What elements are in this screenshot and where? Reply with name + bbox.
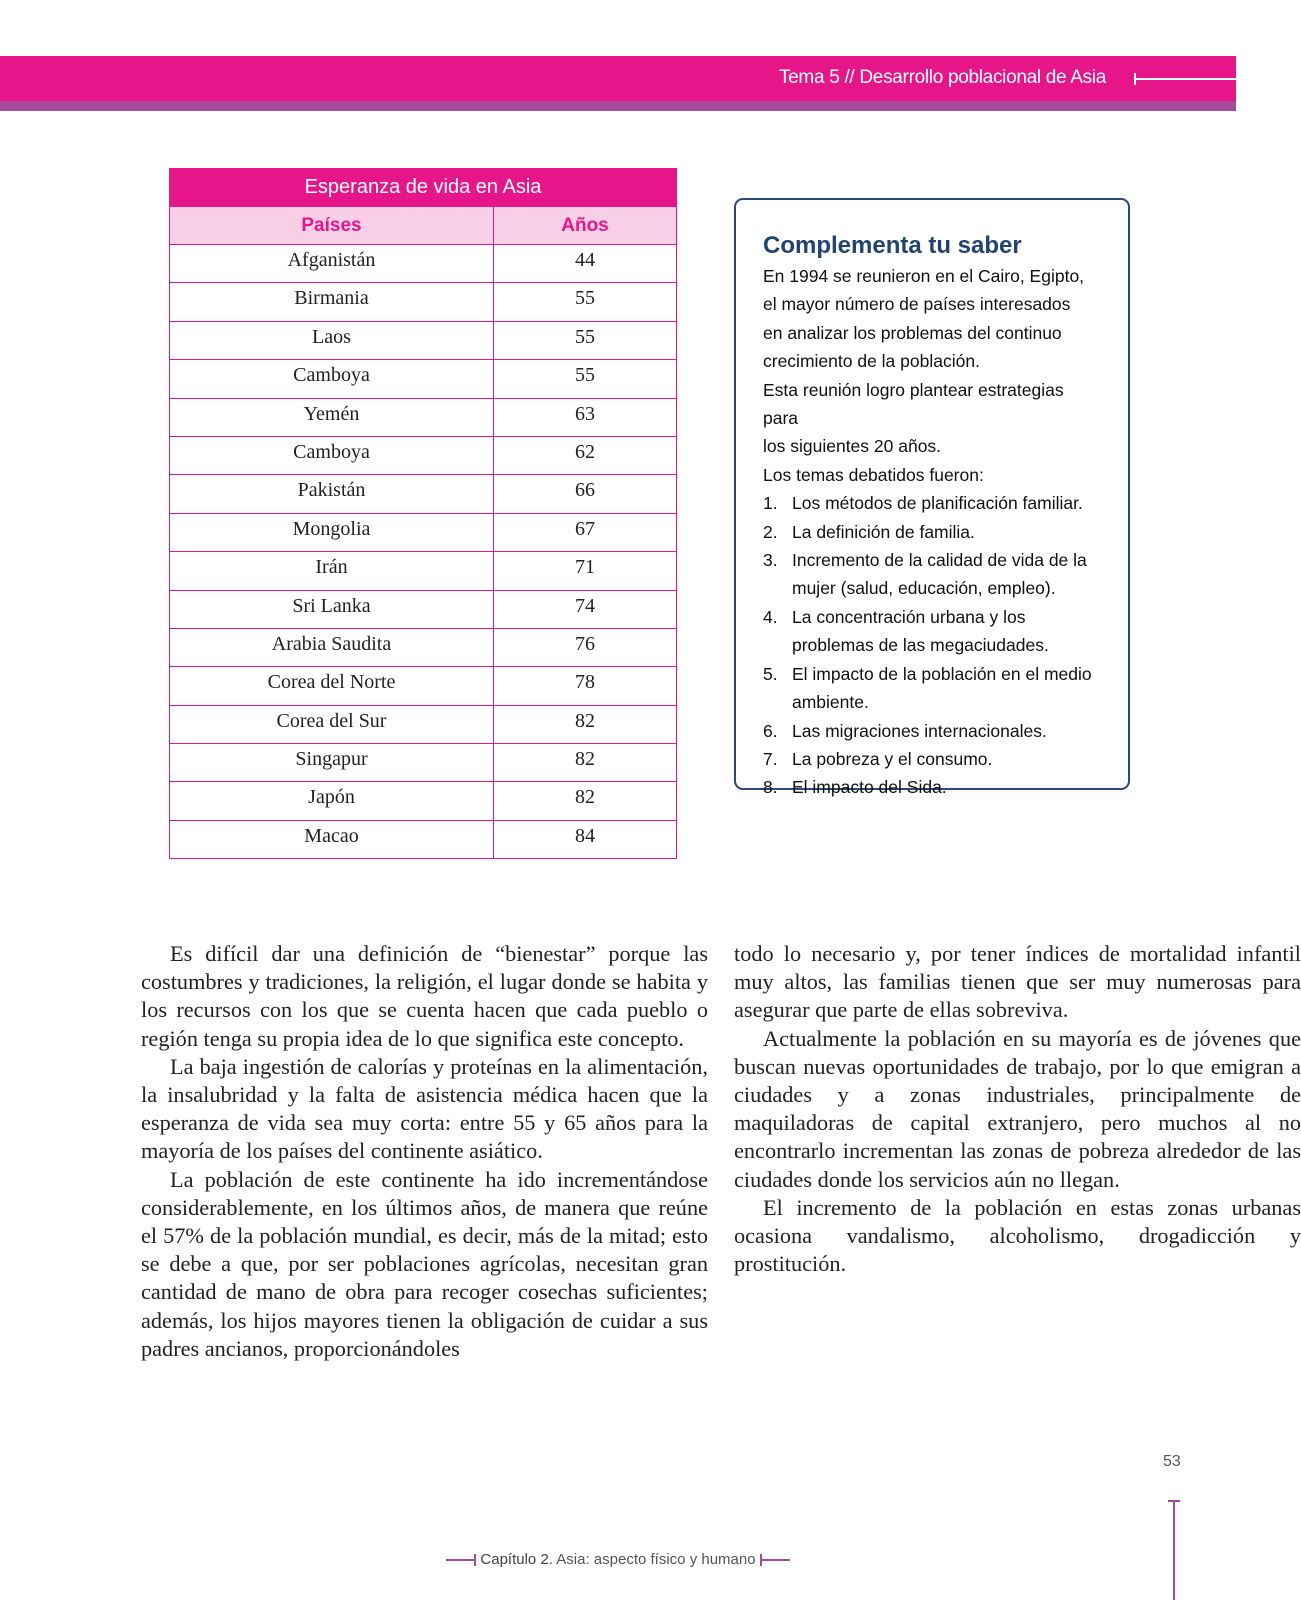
years-cell: 74	[494, 590, 677, 628]
box-intro	[763, 262, 1102, 489]
list-text: Los métodos de planificación familiar.	[792, 493, 1083, 514]
table-row	[170, 782, 677, 820]
footer-chapter: Capítulo 2.	[480, 1551, 553, 1568]
table-row	[170, 360, 677, 398]
body-paragraph: Es difícil dar una definición de “bienestar” porque las costumbres y tradiciones, la religión, el lugar donde se habita y los recursos con los que se cuenta hacen que cada pueblo o región tenga su propia idea de lo que significa este concepto.	[141, 941, 708, 1051]
years-cell: 84	[494, 820, 677, 858]
country-cell: Birmania	[170, 283, 494, 321]
list-text: La pobreza y el consumo.	[792, 748, 993, 769]
table-row	[170, 552, 677, 590]
footer-right-rule	[760, 1559, 790, 1561]
box-intro-line: Los temas debatidos fueron:	[763, 464, 984, 485]
box-intro-line: en analizar los problemas del continuo	[763, 322, 1062, 343]
box-list-item	[763, 489, 1102, 517]
box-intro-line: el mayor número de países interesados	[763, 294, 1071, 315]
list-number: 4.	[763, 606, 778, 627]
table-row	[170, 398, 677, 436]
country-cell: Sri Lanka	[170, 590, 494, 628]
list-number: 1.	[763, 493, 778, 514]
country-cell: Mongolia	[170, 513, 494, 551]
table-row	[170, 705, 677, 743]
header-decoration-line	[1134, 78, 1236, 80]
list-number: 5.	[763, 663, 778, 684]
table-title: Esperanza de vida en Asia	[170, 169, 677, 207]
body-paragraph: Actualmente la población en su mayoría es de jóvenes que buscan nuevas oportunidades de trabajo, por lo que emigran a ciudades y a zonas industriales, principalmente de maquiladoras de capital extranjero, pero muchos al no encontrarlo incrementan las zonas de pobreza alrededor de las ciudades donde los servicios aún no llegan.	[734, 1025, 1301, 1192]
table-row	[170, 436, 677, 474]
list-number: 8.	[763, 777, 778, 798]
table-row	[170, 245, 677, 283]
page-number: 53	[1163, 1453, 1181, 1470]
box-intro-line: crecimiento de la población.	[763, 351, 980, 372]
list-text: La definición de familia.	[792, 521, 975, 542]
life-expectancy-table	[169, 168, 677, 859]
list-text: Las migraciones internacionales.	[792, 720, 1047, 741]
footer	[0, 1551, 1236, 1568]
box-topic-list	[763, 489, 1102, 801]
years-cell: 62	[494, 436, 677, 474]
footer-left-rule	[446, 1559, 476, 1561]
column-header-countries: Países	[170, 207, 494, 245]
years-cell: 55	[494, 283, 677, 321]
running-header-title: Tema 5 // Desarrollo poblacional de Asia	[778, 67, 1106, 88]
box-list-item	[763, 717, 1102, 745]
table-row	[170, 744, 677, 782]
years-cell: 55	[494, 360, 677, 398]
country-cell: Corea del Norte	[170, 667, 494, 705]
table-row	[170, 321, 677, 359]
list-number: 7.	[763, 748, 778, 769]
years-cell: 76	[494, 628, 677, 666]
box-list-item	[763, 518, 1102, 546]
country-cell: Irán	[170, 552, 494, 590]
list-text: El impacto de la población en el medio ambiente.	[792, 663, 1092, 713]
years-cell: 63	[494, 398, 677, 436]
box-list-item	[763, 603, 1102, 660]
country-cell: Corea del Sur	[170, 705, 494, 743]
table-row	[170, 820, 677, 858]
years-cell: 82	[494, 705, 677, 743]
list-text: Incremento de la calidad de vida de la mujer (salud, educación, empleo).	[792, 550, 1087, 599]
box-list-item	[763, 546, 1102, 603]
country-cell: Japón	[170, 782, 494, 820]
country-cell: Yemén	[170, 398, 494, 436]
box-intro-line: En 1994 se reunieron en el Cairo, Egipto,	[763, 266, 1085, 286]
header-stripe	[0, 101, 1236, 111]
years-cell: 67	[494, 513, 677, 551]
country-cell: Macao	[170, 820, 494, 858]
table-row	[170, 590, 677, 628]
country-cell: Camboya	[170, 436, 494, 474]
body-paragraph: La baja ingestión de calorías y proteínas en la alimentación, la insalubridad y la falta de asistencia médica hacen que la esperanza de vida sea muy corta: entre 55 y 65 años para la mayoría de los países del continente asiático.	[141, 1053, 708, 1164]
years-cell: 82	[494, 782, 677, 820]
body-right-column	[734, 940, 1301, 1278]
page-number-rule	[1173, 1500, 1175, 1600]
country-cell: Camboya	[170, 360, 494, 398]
paragraph-continuation: todo lo necesario y, por tener índices de mortalidad infantil muy altos, las familias tienen que ser muy numerosas para asegurar que parte de ellas sobreviva.	[734, 941, 1301, 1023]
box-list-item	[763, 660, 1102, 717]
body-paragraph: El incremento de la población en estas zonas urbanas ocasiona vandalismo, alcoholismo, drogadicción y prostitución.	[734, 1194, 1301, 1277]
years-cell: 71	[494, 552, 677, 590]
column-header-years: Años	[494, 207, 677, 245]
list-number: 6.	[763, 720, 778, 741]
years-cell: 55	[494, 321, 677, 359]
box-intro-line: Esta reunión logro plantear estrategias para	[763, 379, 1064, 429]
box-list-item	[763, 745, 1102, 773]
list-number: 3.	[763, 550, 778, 571]
table-row	[170, 283, 677, 321]
list-text: La concentración urbana y los problemas de las megaciudades.	[792, 606, 1049, 656]
table-row	[170, 513, 677, 551]
list-text: El impacto del Sida.	[792, 777, 947, 798]
box-title: Complementa tu saber	[763, 232, 1022, 259]
years-cell: 44	[494, 245, 677, 283]
country-cell: Singapur	[170, 744, 494, 782]
country-cell: Afganistán	[170, 245, 494, 283]
years-cell: 78	[494, 667, 677, 705]
box-list-item	[763, 773, 1102, 801]
complementa-tu-saber-box	[734, 198, 1130, 798]
list-number: 2.	[763, 521, 778, 542]
country-cell: Laos	[170, 321, 494, 359]
table-row	[170, 475, 677, 513]
body-paragraph: La población de este continente ha ido incrementándose considerablemente, en los últimos años, de manera que reúne el 57% de la población mundial, es decir, más de la mitad; esto se debe a que, por ser poblaciones agrícolas, necesitan gran cantidad de mano de obra para recoger cosechas suficientes; además, los hijos mayores tienen la obligación de cuidar a sus padres ancianos, proporcionándoles	[141, 1166, 708, 1361]
country-cell: Pakistán	[170, 475, 494, 513]
table-row	[170, 628, 677, 666]
table-body	[170, 245, 677, 859]
footer-subtitle: Asia: aspecto físico y humano	[556, 1551, 756, 1568]
years-cell: 66	[494, 475, 677, 513]
box-intro-line: los siguientes 20 años.	[763, 436, 942, 457]
years-cell: 82	[494, 744, 677, 782]
body-left-column	[141, 940, 708, 1363]
country-cell: Arabia Saudita	[170, 628, 494, 666]
table-row	[170, 667, 677, 705]
